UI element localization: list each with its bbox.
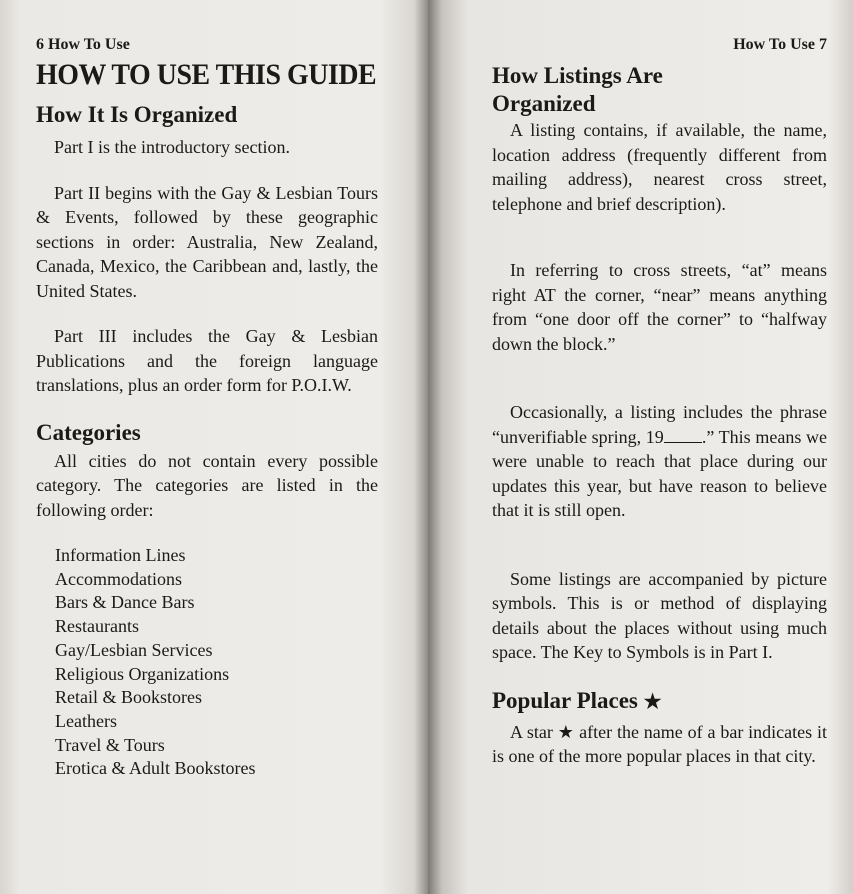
- categories-list: [36, 544, 378, 781]
- guide-title: HOW TO USE THIS GUIDE: [36, 58, 377, 91]
- popular-places-heading: [492, 687, 827, 716]
- organized-heading: How It Is Organized: [36, 102, 238, 127]
- list-item: Gay/Lesbian Services: [55, 639, 213, 660]
- list-item: Restaurants: [55, 616, 139, 637]
- right-page-header: How To Use 7: [733, 36, 827, 53]
- popular-places-heading-text: Popular Places: [492, 687, 638, 713]
- list-item: Information Lines: [55, 545, 186, 565]
- part2-paragraph: Part II begins with the Gay & Lesbian Tours & Events, followed by these geographic sections in order: Australia, New Zealand, Canada, Mexico, the Caribbean and, lastly, the United States.: [36, 182, 378, 301]
- list-item: Travel & Tours: [55, 734, 165, 755]
- listings-heading-line2: Organized: [492, 91, 596, 116]
- list-item: Retail & Bookstores: [55, 687, 202, 708]
- symbols-paragraph: Some listings are accompanied by picture symbols. This is or method of displaying details about the places without using much space. The Key to Symbols is in Part I.: [492, 568, 827, 662]
- popular-text-before: A star: [510, 721, 553, 742]
- list-item: Bars & Dance Bars: [55, 592, 195, 613]
- star-icon: ★: [643, 690, 662, 713]
- left-page-header: 6 How To Use: [36, 36, 130, 53]
- unverifiable-text-after: .” This means we were unable to reach that place during our updates this year, but have reason to believe that it is still open.: [492, 426, 827, 520]
- listings-heading: [492, 62, 827, 118]
- unverifiable-paragraph: [492, 400, 827, 523]
- unverifiable-text-before: Occasionally, a listing includes the phrase “unverifiable spring, 19: [492, 402, 827, 447]
- star-icon: ★: [557, 721, 575, 742]
- list-item: Leathers: [55, 710, 117, 731]
- year-blank: [664, 429, 702, 443]
- categories-intro: All cities do not contain every possible category. The categories are listed in the following order:: [36, 450, 378, 520]
- popular-text-after: after the name of a bar indicates it is one of the more popular places in that city.: [492, 721, 828, 766]
- cross-streets-paragraph: In referring to cross streets, “at” means right AT the corner, “near” means anything from “one door off the corner” to “halfway down the block.”: [492, 260, 827, 354]
- popular-places-paragraph: [492, 720, 827, 769]
- categories-heading: Categories: [36, 419, 141, 445]
- part3-paragraph: Part III includes the Gay & Lesbian Publications and the foreign language translations, plus an order form for P.O.I.W.: [36, 326, 378, 395]
- right-page: [428, 0, 853, 894]
- list-item: Accommodations: [55, 568, 182, 589]
- listings-heading-line1: How Listings Are: [492, 63, 663, 88]
- list-item: Erotica & Adult Bookstores: [55, 758, 256, 779]
- listing-contents-paragraph: A listing contains, if available, the name, location address (frequently different from mailing address), nearest cross street, telephone and brief description).: [492, 120, 827, 214]
- part1-paragraph: Part I is the introductory section.: [54, 137, 290, 157]
- list-item: Religious Organizations: [55, 663, 230, 684]
